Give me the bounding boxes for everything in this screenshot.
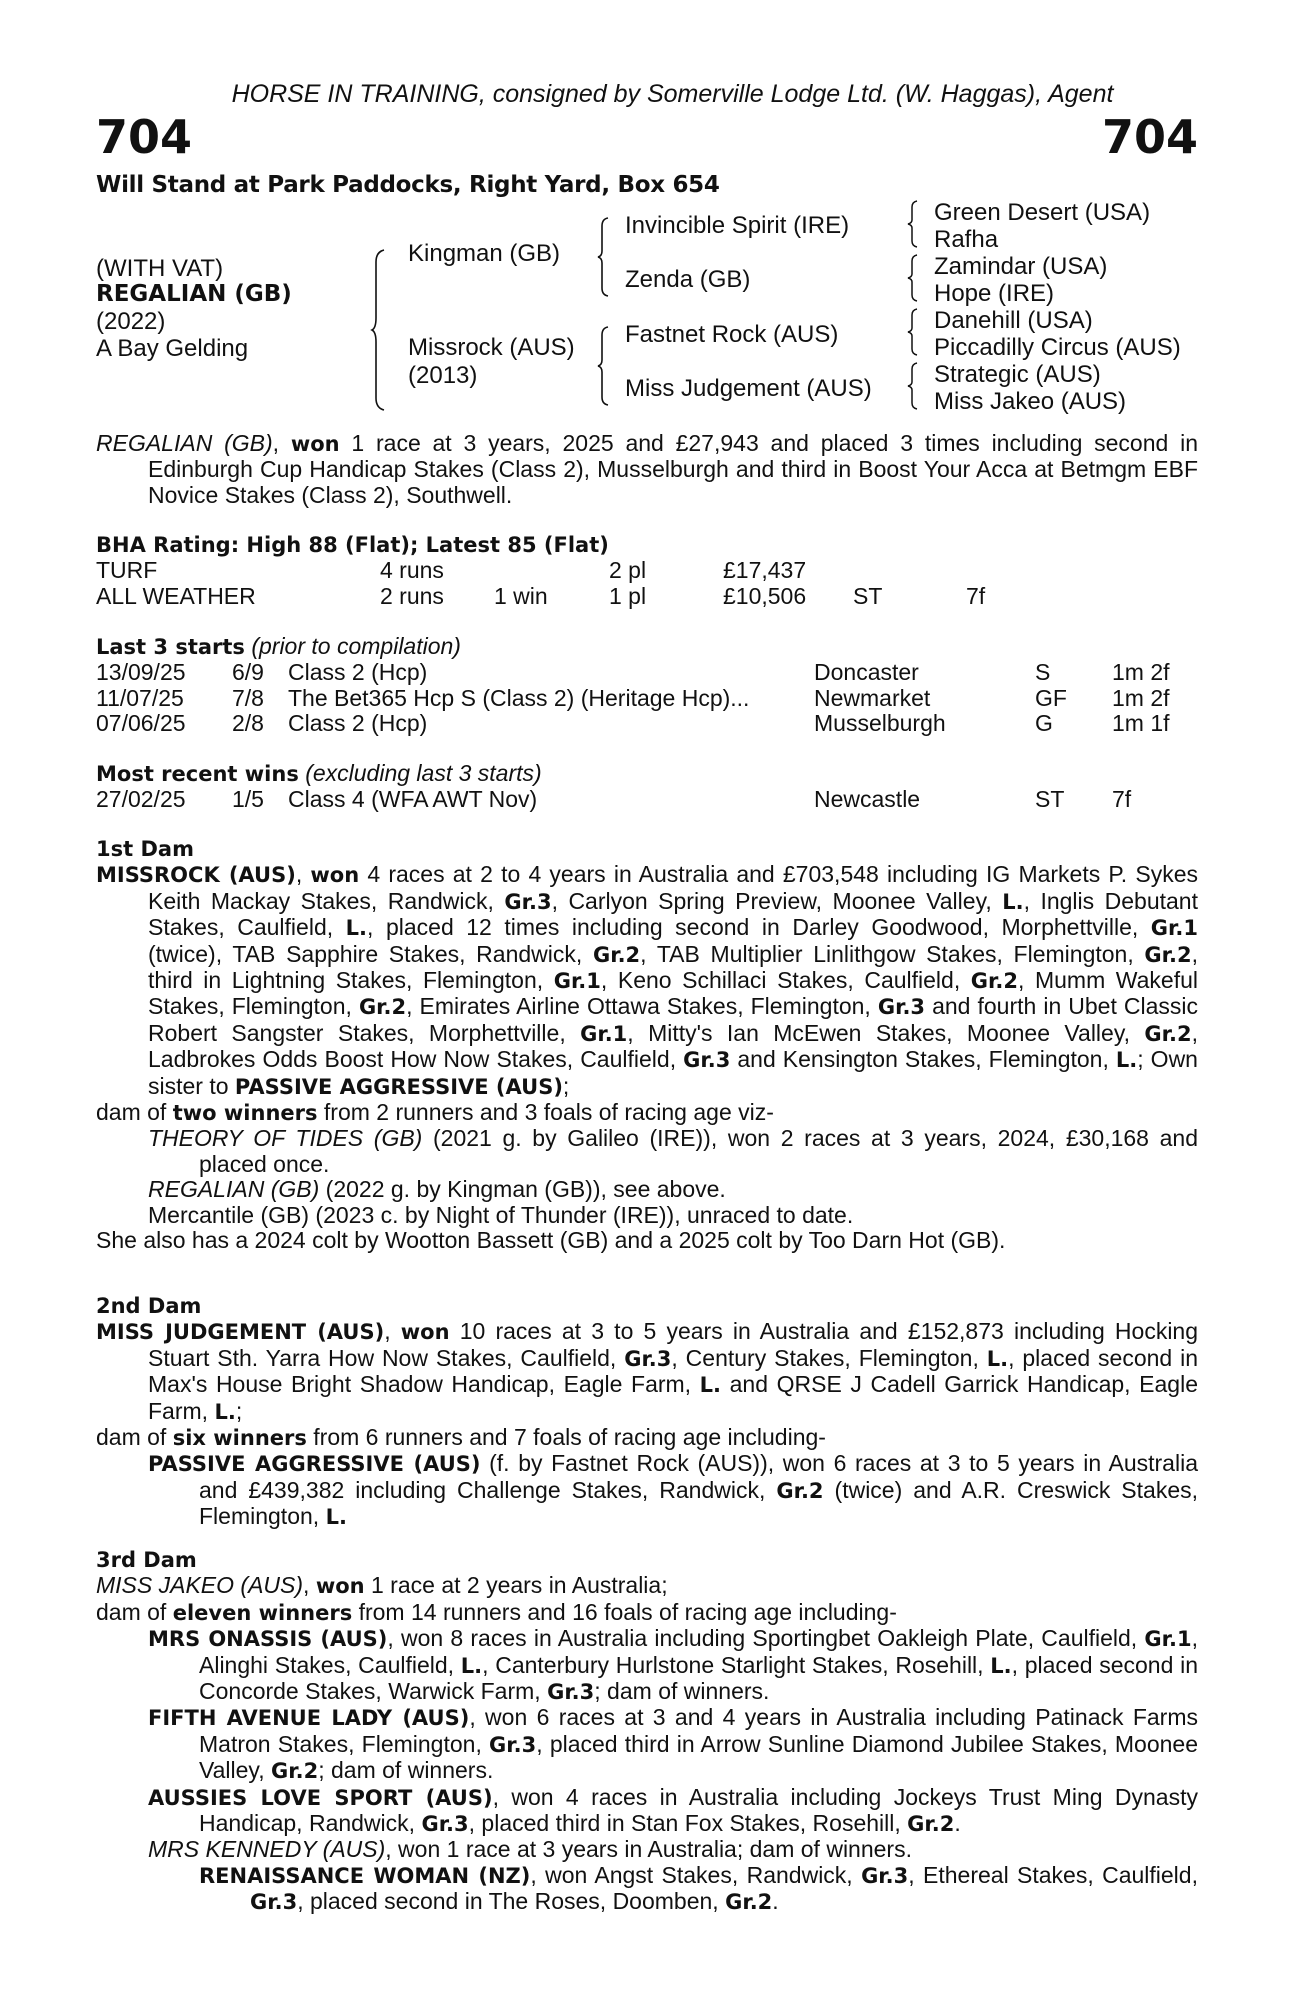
text: , third in Lightning Stakes, Flemington,: [148, 940, 1198, 994]
bold-text: Gr.3: [250, 1890, 298, 1915]
race-row: [96, 686, 1198, 711]
text: , Ladbrokes Odds Boost How Now Stakes, Caulfield,: [148, 1019, 1198, 1073]
wins: 1 win: [494, 582, 548, 609]
ancestor-gen3: Piccadilly Circus (AUS): [934, 334, 1181, 361]
recent-wins-note: (excluding last 3 starts): [305, 760, 542, 786]
text: ;: [235, 1397, 243, 1424]
dam-paragraph: [96, 1600, 1198, 1626]
bold-text: Gr.3: [547, 1680, 595, 1705]
race-going: ST: [1035, 786, 1065, 813]
dam-paragraph: [96, 1626, 1198, 1705]
text: , Alinghi Stakes, Caulfield,: [199, 1625, 1198, 1678]
text: , Century Stakes, Flemington,: [671, 1344, 987, 1371]
dam-paragraph: [96, 1863, 1198, 1916]
race-course: Musselburgh: [814, 710, 946, 737]
bold-text: MRS ONASSIS (AUS): [148, 1627, 388, 1652]
bold-text: L.: [990, 1653, 1012, 1678]
second-dam-section: [96, 1294, 1198, 1531]
text: .: [954, 1810, 961, 1837]
text: , Emirates Airline Ottawa Stakes, Flemington,: [406, 993, 878, 1020]
ancestor-gen3: Danehill (USA): [934, 307, 1093, 334]
bold-text: AUSSIES LOVE SPORT (AUS): [148, 1785, 493, 1810]
text: , TAB Multiplier Linlithgow Stakes, Flemington,: [640, 940, 1145, 967]
stabling-location: Will Stand at Park Paddocks, Right Yard, Box 654: [96, 172, 720, 198]
distance: 7f: [966, 582, 986, 609]
ancestor-gen3: Rafha: [934, 226, 999, 253]
text: , placed second in Max's House Bright Shadow Handicap, Eagle Farm,: [148, 1344, 1198, 1398]
text: .: [772, 1888, 779, 1915]
text: , Inglis Debutant Stakes, Caulfield,: [148, 887, 1198, 941]
text: , placed 12 times including second in Darley Goodwood, Morphettville,: [367, 914, 1151, 941]
brace-icon: [598, 327, 612, 405]
brace-icon: [908, 201, 920, 247]
consignment-header: HORSE IN TRAINING, consigned by Somerville Lodge Ltd. (W. Haggas), Agent: [231, 80, 1114, 108]
bold-text: Gr.3: [504, 889, 552, 914]
lot-number-left: 704: [96, 110, 193, 164]
bold-text: PASSIVE AGGRESSIVE (AUS): [148, 1452, 481, 1477]
race-row: [96, 660, 1198, 685]
dam-paragraph: [96, 1425, 1198, 1451]
race-row: [96, 711, 1198, 736]
bold-text: Gr.2: [271, 1759, 319, 1784]
text: , Ethereal Stakes, Caulfield,: [908, 1861, 1198, 1888]
horse-name: REGALIAN (GB): [96, 281, 292, 307]
bha-rating-section: [96, 533, 1198, 609]
text: , won 6 races at 3 and 4 years in Australia including Patinack Farms Matron Stakes, Flemington,: [199, 1704, 1198, 1757]
horse-year: (2022): [96, 308, 166, 335]
ancestor-gen3: Miss Jakeo (AUS): [934, 388, 1127, 415]
italic-text: REGALIAN (GB): [96, 430, 273, 456]
text: , won Angst Stakes, Randwick,: [530, 1861, 862, 1888]
italic-text: MRS KENNEDY (AUS): [148, 1836, 386, 1863]
bold-text: Gr.2: [970, 969, 1018, 994]
first-dam-section: [96, 837, 1198, 1254]
text: Mercantile (GB) (2023 c. by Night of Thunder (IRE)), unraced to date.: [148, 1201, 854, 1228]
text: , placed second in The Roses, Doomben,: [297, 1888, 726, 1915]
text: ; Own sister to: [148, 1046, 1198, 1099]
race-dist: 1m 2f: [1112, 684, 1170, 711]
text: , won 8 races in Australia including Sportingbet Oakleigh Plate, Caulfield,: [387, 1625, 1145, 1652]
text: , Keno Schillaci Stakes, Caulfield,: [600, 967, 971, 994]
dam-heading: 2nd Dam: [96, 1294, 202, 1318]
dam-paragraph: [96, 1837, 1198, 1862]
race-dist: 1m 1f: [1112, 710, 1170, 737]
bold-text: MISSROCK (AUS): [96, 863, 296, 888]
text: , placed second in Concorde Stakes, Warwick Farm,: [199, 1651, 1198, 1705]
bold-text: L.: [699, 1373, 722, 1398]
ancestor-gen3: Strategic (AUS): [934, 361, 1101, 388]
bold-text: Gr.2: [592, 942, 641, 967]
italic-text: MISS JAKEO (AUS): [96, 1572, 304, 1599]
text: 4 races at 2 to 4 years in Australia and £703,548 including IG Markets P. Sykes Keith Mackay Stakes, Randwick,: [148, 861, 1198, 914]
text: (2021 g. by Galileo (IRE)), won 2 races at 3 years, 2024, £30,168 and placed once.: [199, 1125, 1199, 1177]
vat-note: (WITH VAT): [96, 255, 224, 282]
race-pos: 7/8: [232, 684, 264, 711]
bold-text: L.: [1115, 1048, 1138, 1073]
bold-text: Gr.2: [907, 1812, 955, 1837]
text: ; dam of winners.: [594, 1678, 770, 1705]
bold-text: Gr.1: [553, 969, 601, 994]
text: She also has a 2024 colt by Wootton Bassett (GB) and a 2025 colt by Too Darn Hot (GB).: [96, 1227, 1006, 1254]
bold-text: Gr.3: [861, 1863, 909, 1888]
text: dam of: [96, 1099, 173, 1126]
text: and fourth in Ubet Classic Robert Sangster Stakes, Morphettville,: [148, 993, 1198, 1046]
text: from 2 runners and 3 foals of racing age viz-: [317, 1099, 774, 1126]
last-starts-heading: Last 3 starts: [96, 635, 245, 659]
text: ,: [303, 1572, 316, 1599]
race-pos: 6/9: [232, 659, 264, 686]
surface: TURF: [96, 557, 158, 584]
text: , placed third in Stan Fox Stakes, Rosehill,: [468, 1810, 908, 1837]
text: , placed third in Arrow Sunline Diamond Jubilee Stakes, Moonee Valley,: [199, 1730, 1199, 1784]
text: ,: [384, 1318, 401, 1345]
text: , Carlyon Spring Preview, Moonee Valley,: [551, 887, 1003, 914]
race-course: Newcastle: [814, 786, 921, 813]
text: and Kensington Stakes, Flemington,: [730, 1046, 1116, 1073]
prize-money: £17,437: [723, 557, 807, 584]
bold-text: Gr.2: [725, 1890, 773, 1915]
text: dam of: [96, 1598, 173, 1625]
bold-text: won: [310, 863, 360, 888]
bold-text: L.: [460, 1653, 483, 1678]
text: ,: [295, 861, 311, 888]
text: , won 1 race at 3 years in Australia; dam of winners.: [385, 1836, 912, 1863]
race-race: Class 4 (WFA AWT Nov): [288, 786, 538, 813]
race-going: GF: [1035, 684, 1067, 711]
bold-text: Gr.3: [489, 1732, 537, 1757]
brace-icon: [908, 363, 920, 409]
stats-row-all-weather: [96, 584, 1198, 609]
bold-text: L.: [345, 916, 368, 941]
runs: 4 runs: [380, 557, 444, 584]
bold-text: six winners: [172, 1426, 307, 1451]
summary-paragraph: [96, 431, 1198, 508]
bold-text: Gr.1: [1144, 1627, 1192, 1652]
dam-paragraph: [96, 1126, 1198, 1177]
text: , Mumm Wakeful Stakes, Flemington,: [148, 967, 1199, 1020]
text: from 6 runners and 7 foals of racing age including-: [306, 1424, 826, 1451]
race-race: Class 2 (Hcp): [288, 659, 428, 686]
bold-text: Gr.1: [580, 1021, 628, 1046]
text: (twice), TAB Sapphire Stakes, Randwick,: [148, 940, 593, 967]
bold-text: Gr.2: [358, 995, 407, 1020]
bold-text: L.: [325, 1505, 347, 1530]
race-date: 13/09/25: [96, 659, 186, 686]
bold-text: Gr.3: [421, 1812, 469, 1837]
text: ; dam of winners.: [318, 1757, 494, 1784]
text: (twice) and A.R. Creswick Stakes, Flemington,: [199, 1476, 1199, 1530]
recent-wins-section: [96, 761, 1198, 813]
text: (2022 g. by Kingman (GB)), see above.: [319, 1176, 726, 1203]
dam-name: Missrock (AUS): [408, 334, 575, 361]
dam-dam: Miss Judgement (AUS): [625, 375, 872, 402]
dam-paragraph: [96, 1100, 1198, 1126]
text: , Canterbury Hurlstone Starlight Stakes, Rosehill,: [482, 1651, 991, 1678]
italic-text: THEORY OF TIDES (GB): [148, 1125, 423, 1152]
race-row: [96, 787, 1198, 812]
dam-paragraph: [96, 862, 1198, 1100]
race-date: 11/07/25: [96, 684, 184, 711]
third-dam-section: [96, 1548, 1198, 1916]
bold-text: Gr.3: [877, 995, 926, 1020]
dam-paragraph: [96, 1319, 1198, 1425]
text: (f. by Fastnet Rock (AUS)), won 6 races at 3 to 5 years in Australia and £439,382 including Challenge Stakes, Randwick,: [199, 1450, 1198, 1503]
sire-sire: Invincible Spirit (IRE): [625, 212, 850, 239]
sire-name: Kingman (GB): [408, 240, 561, 267]
lot-number-right: 704: [1101, 110, 1198, 164]
text: dam of: [96, 1424, 173, 1451]
brace-icon: [372, 250, 388, 410]
dam-paragraph: [96, 1451, 1198, 1530]
placed: 1 pl: [609, 582, 647, 609]
dam-heading: 1st Dam: [96, 837, 194, 861]
bold-text: Gr.3: [624, 1346, 672, 1371]
bold-text: won: [400, 1320, 450, 1345]
text: 10 races at 3 to 5 years in Australia and £152,873 including Hocking Stuart Sth. Yarra How Now Stakes, Caulfield,: [148, 1318, 1199, 1371]
race-dist: 7f: [1112, 786, 1132, 813]
bold-text: Gr.2: [1144, 1021, 1192, 1046]
race-summary: [96, 431, 1198, 508]
dam-paragraph: [96, 1228, 1198, 1253]
race-going: S: [1035, 659, 1051, 686]
race-pos: 1/5: [232, 786, 264, 813]
prize-money: £10,506: [723, 582, 807, 609]
text: ;: [562, 1072, 570, 1099]
bold-text: FIFTH AVENUE LADY (AUS): [148, 1706, 470, 1731]
race-dist: 1m 2f: [1112, 659, 1170, 686]
dam-paragraph: [96, 1203, 1198, 1228]
bold-text: L.: [214, 1399, 236, 1424]
going: ST: [853, 582, 883, 609]
recent-wins-heading: Most recent wins: [96, 762, 299, 786]
brace-icon: [598, 218, 612, 296]
last-starts-section: [96, 634, 1198, 737]
dam-heading: 3rd Dam: [96, 1548, 197, 1572]
text: ,: [272, 430, 291, 456]
bold-text: Gr.2: [776, 1478, 824, 1503]
stats-row-turf: [96, 558, 1198, 583]
dam-sire: Fastnet Rock (AUS): [625, 321, 839, 348]
bold-text: won: [290, 432, 340, 456]
ancestor-gen3: Hope (IRE): [934, 280, 1055, 307]
text: from 14 runners and 16 foals of racing age including-: [352, 1598, 897, 1625]
race-date: 27/02/25: [96, 786, 186, 813]
sire-dam: Zenda (GB): [625, 266, 751, 293]
placed: 2 pl: [609, 557, 647, 584]
bold-text: MISS JUDGEMENT (AUS): [96, 1320, 385, 1345]
bold-text: Gr.2: [1144, 942, 1192, 967]
bold-text: two winners: [172, 1101, 318, 1126]
bold-text: won: [315, 1574, 365, 1599]
brace-icon: [908, 255, 920, 301]
dam-paragraph: [96, 1785, 1198, 1838]
italic-text: REGALIAN (GB): [148, 1176, 320, 1203]
dam-year: (2013): [408, 362, 478, 389]
text: , won 4 races in Australia including Jockeys Trust Ming Dynasty Handicap, Randwick,: [199, 1783, 1198, 1837]
ancestor-gen3: Green Desert (USA): [934, 199, 1151, 226]
bold-text: Gr.3: [683, 1048, 731, 1073]
text: 1 race at 2 years in Australia;: [364, 1572, 668, 1599]
text: and QRSE J Cadell Garrick Handicap, Eagle Farm,: [148, 1371, 1198, 1424]
bha-rating-heading: BHA Rating: High 88 (Flat); Latest 85 (Flat): [96, 533, 609, 557]
bold-text: L.: [986, 1346, 1009, 1371]
race-pos: 2/8: [232, 710, 264, 737]
race-date: 07/06/25: [96, 710, 186, 737]
race-race: The Bet365 Hcp S (Class 2) (Heritage Hcp)...: [288, 684, 750, 711]
bold-text: PASSIVE AGGRESSIVE (AUS): [234, 1074, 563, 1099]
brace-icon: [908, 309, 920, 355]
dam-paragraph: [96, 1177, 1198, 1202]
race-race: Class 2 (Hcp): [288, 710, 428, 737]
bold-text: L.: [1002, 889, 1024, 914]
race-going: G: [1035, 710, 1053, 737]
text: 1 race at 3 years, 2025 and £27,943 and placed 3 times including second in Edinburgh Cup Handicap Stakes (Class 2), Musselburgh and third in Boost Your Acca at Betmgm EBF Novice Stakes (Class 2), Southwell.: [148, 430, 1198, 508]
surface: ALL WEATHER: [96, 582, 256, 609]
ancestor-gen3: Zamindar (USA): [934, 253, 1108, 280]
dam-paragraph: [96, 1573, 1198, 1599]
bold-text: eleven winners: [172, 1600, 353, 1625]
dam-paragraph: [96, 1705, 1198, 1784]
text: , Mitty's Ian McEwen Stakes, Moonee Valley,: [627, 1019, 1145, 1046]
horse-description: A Bay Gelding: [96, 335, 249, 362]
race-course: Newmarket: [814, 684, 931, 711]
runs: 2 runs: [380, 582, 444, 609]
race-course: Doncaster: [814, 659, 919, 686]
last-starts-note: (prior to compilation): [251, 633, 461, 659]
bold-text: RENAISSANCE WOMAN (NZ): [199, 1863, 531, 1888]
bold-text: Gr.1: [1150, 916, 1198, 941]
